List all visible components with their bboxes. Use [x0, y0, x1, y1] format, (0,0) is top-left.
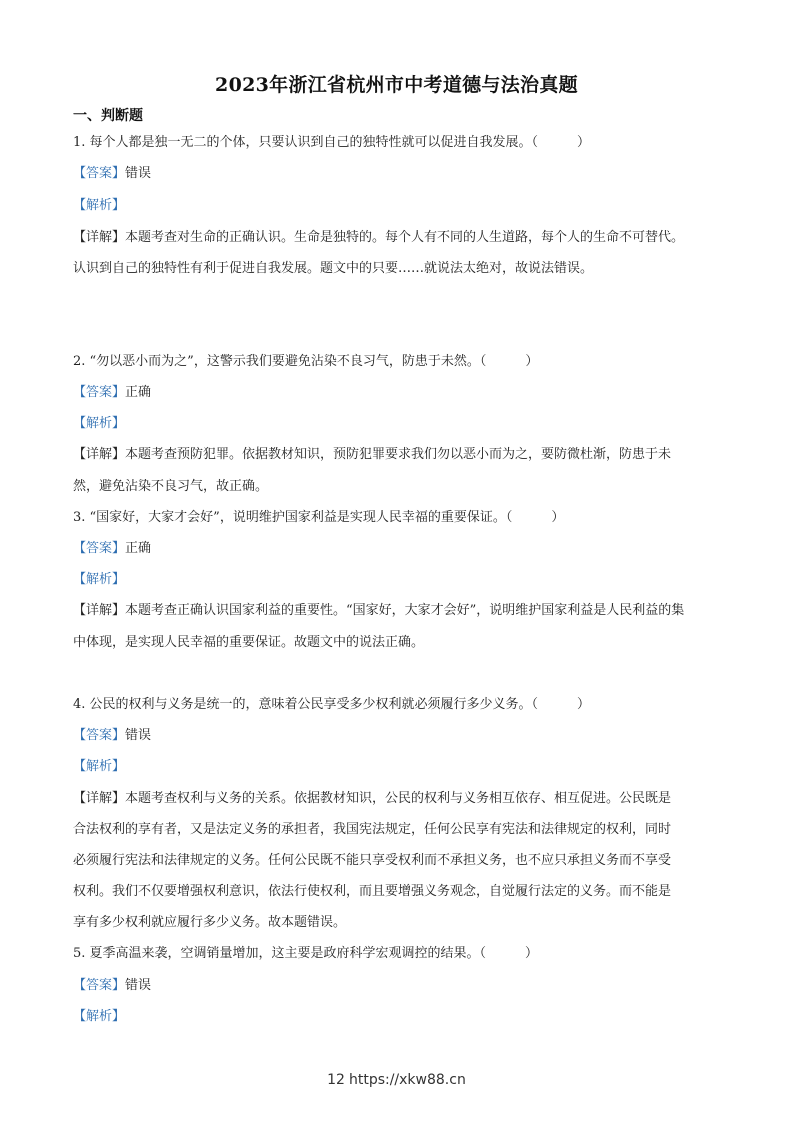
answer-tag: 【答案】: [73, 166, 126, 181]
answer-tag: 【答案】: [73, 541, 126, 556]
question-5: 5. 夏季高温来袭，空调销量增加，这主要是政府科学宏观调控的结果。（ ）: [73, 946, 539, 961]
detail-4-4: 权利。我们不仅要增强权利意识，依法行使权利，而且要增强义务观念，自觉履行法定的义务。而不能是: [73, 884, 672, 899]
detail-1-2: 认识到自己的独特性有利于促进自我发展。题文中的只要……就说法太绝对，故说法错误。: [73, 261, 594, 276]
detail-4-3: 必须履行宪法和法律规定的义务。任何公民既不能只享受权利而不承担义务，也不应只承担义务而不享受: [73, 853, 672, 868]
detail-2-1: 【详解】本题考查预防犯罪。依据教材知识，预防犯罪要求我们勿以恶小而为之，要防微杜渐，防患于未: [73, 447, 672, 462]
analysis-tag: 【解析】: [73, 198, 126, 213]
analysis-tag: 【解析】: [73, 759, 126, 774]
analysis-line-4: [73, 758, 125, 776]
answer-line-1: [73, 165, 151, 183]
answer-line-3: [73, 540, 151, 558]
detail-4-2: 合法权利的享有者，又是法定义务的承担者，我国宪法规定，任何公民享有宪法和法律规定的权利，同时: [73, 822, 672, 837]
detail-4-5: 享有多少权利就应履行多少义务。故本题错误。: [73, 915, 347, 930]
answer-value: 错误: [125, 978, 152, 993]
detail-3-2: 中体现，是实现人民幸福的重要保证。故题文中的说法正确。: [73, 635, 425, 650]
question-1: 1. 每个人都是独一无二的个体，只要认识到自己的独特性就可以促进自我发展。（ ）: [73, 135, 591, 150]
detail-4-1: 【详解】本题考查权利与义务的关系。依据教材知识，公民的权利与义务相互依存、相互促进。公民既是: [73, 791, 672, 806]
answer-line-2: [73, 384, 151, 402]
question-3: 3. “国家好，大家才会好”，说明维护国家利益是实现人民幸福的重要保证。（ ）: [73, 510, 565, 525]
analysis-tag: 【解析】: [73, 572, 126, 587]
question-2: 2. “勿以恶小而为之”，这警示我们要避免沾染不良习气，防患于未然。（ ）: [73, 354, 539, 369]
detail-2-2: 然，避免沾染不良习气，故正确。: [73, 479, 269, 494]
answer-tag: 【答案】: [73, 978, 126, 993]
answer-value: 正确: [125, 541, 152, 556]
analysis-tag: 【解析】: [73, 416, 126, 431]
analysis-line-3: [73, 571, 125, 589]
page-number: 12: [327, 1072, 345, 1088]
answer-value: 错误: [125, 728, 152, 743]
analysis-line-2: [73, 415, 125, 433]
answer-value: 正确: [125, 385, 152, 400]
section-title: 一、判断题: [73, 108, 143, 124]
page-footer: [0, 1072, 793, 1088]
answer-line-4: [73, 727, 151, 745]
detail-3-1: 【详解】本题考查正确认识国家利益的重要性。“国家好，大家才会好”，说明维护国家利益是人民利益的集: [73, 603, 685, 618]
answer-line-5: [73, 977, 151, 995]
footer-url[interactable]: https://xkw88.cn: [348, 1072, 466, 1088]
analysis-line-1: [73, 197, 125, 215]
question-4: 4. 公民的权利与义务是统一的，意味着公民享受多少权利就必须履行多少义务。（ ）: [73, 697, 591, 712]
answer-tag: 【答案】: [73, 385, 126, 400]
answer-tag: 【答案】: [73, 728, 126, 743]
answer-value: 错误: [125, 166, 152, 181]
detail-1-1: 【详解】本题考查对生命的正确认识。生命是独特的。每个人有不同的人生道路，每个人的生命不可替代。: [73, 230, 685, 245]
analysis-tag: 【解析】: [73, 1009, 126, 1024]
page-title: 2023年浙江省杭州市中考道德与法治真题: [215, 74, 578, 96]
analysis-line-5: [73, 1008, 125, 1026]
